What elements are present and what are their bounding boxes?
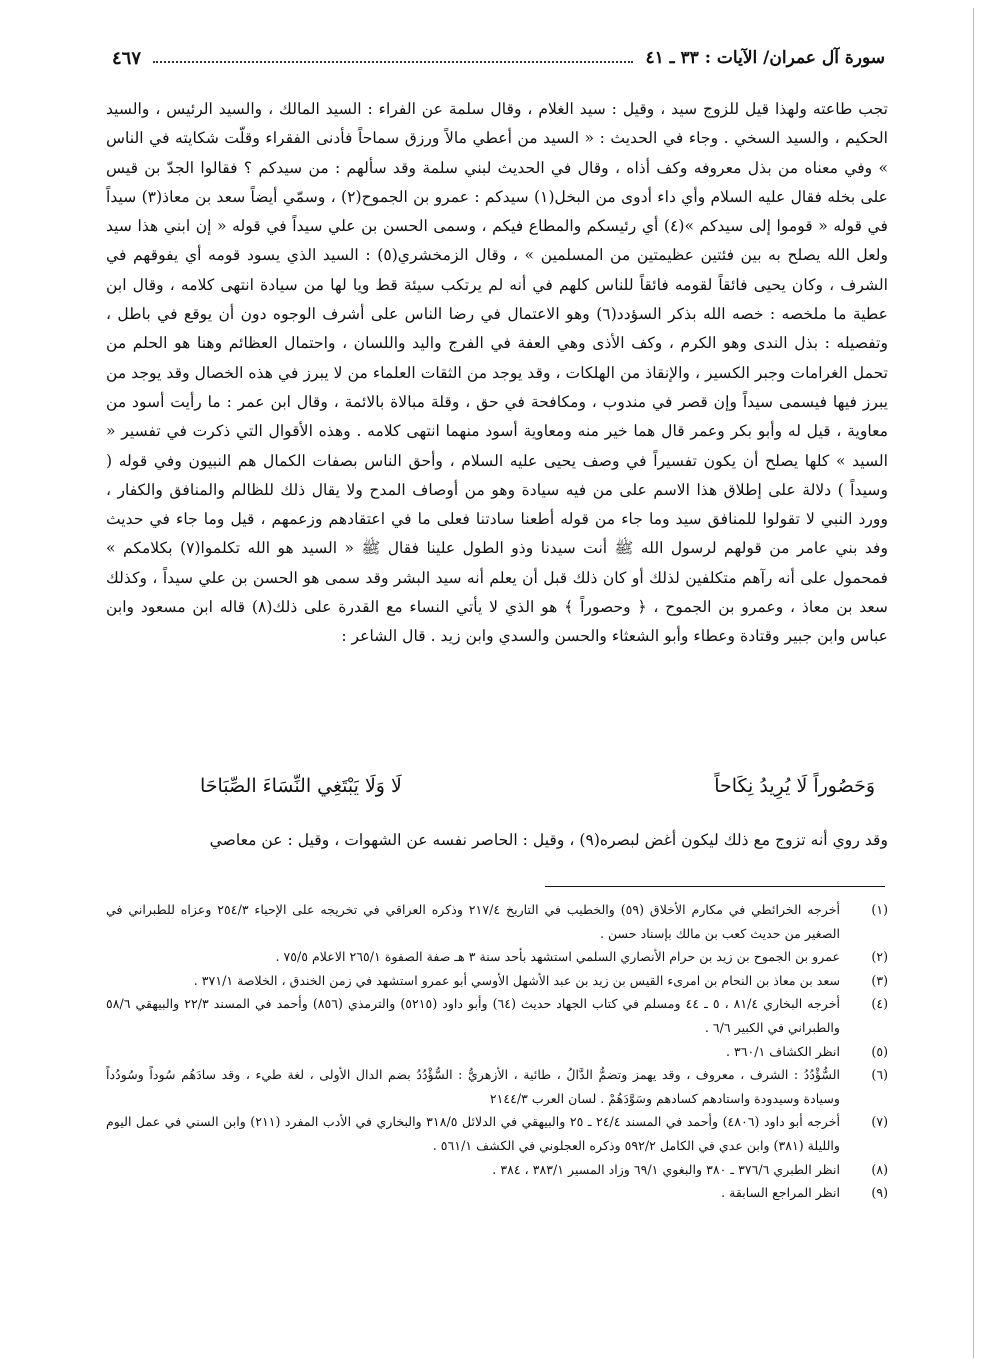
footnote-number: (٥) bbox=[871, 1043, 888, 1059]
footnote-item bbox=[106, 969, 888, 993]
footnote-text: أخرجه البخاري ٨١/٤ ، ٥ ـ ٤٤ ومسلم في كتاب الجهاد حديث (٦٤) وأبو داود (٥٢١٥) والترمذي (٨٥٦) وأحمد في المسند ٢٢/٣ والبيهقي ٥٨/٦ والطبراني في الكبير ٦/٦ . bbox=[106, 996, 840, 1035]
footnote-number: (٢) bbox=[871, 949, 888, 965]
footnote-text: انظر الطبري ٣٧٦/٦ ـ ٣٨٠ والبغوي ٦٩/١ وزاد المسير ٣٨٣/١ ، ٣٨٤ . bbox=[492, 1161, 840, 1177]
running-header bbox=[112, 38, 885, 78]
footnote-item bbox=[106, 1063, 888, 1110]
footnote-text: انظر المراجع السابقة . bbox=[721, 1185, 840, 1201]
verse-second-hemistich: لَا وَلَا يَبْتَغِي النِّسَاءَ الصِّبَاحَا bbox=[200, 775, 402, 797]
footnote-item bbox=[106, 1110, 888, 1157]
poetry-verse bbox=[200, 775, 875, 797]
footnote-number: (٣) bbox=[871, 972, 888, 988]
footnote-number: (٤) bbox=[871, 996, 888, 1012]
footnote-separator bbox=[545, 886, 885, 887]
footnotes bbox=[106, 898, 888, 1205]
footnote-item bbox=[106, 1040, 888, 1064]
footnote-item bbox=[106, 1158, 888, 1182]
commentary-paragraph: تجب طاعته ولهذا قيل للزوج سيد ، وقيل : سيد الغلام ، وقال سلمة عن الفراء : السيد المالك ، والسيد الرئيس ، والسيد الحكيم ، والسيد السخي . وجاء في الحديث : « السيد من أعطي مالاً ورزق سماحاً فأدنى الفقراء وقلّت شكايته في الناس » وفي معناه من بذل معروفه وكف أذاه ، وقال في الحديث لبني سلمة وقد سألهم : من سيدكم ؟ فقالوا الجدّ بن قيس على بخله فقال عليه السلام وأي داء أدوى من البخل(١) سيدكم : عمرو بن الجموح(٢) ، وسمّي أيضاً سعد بن معاذ(٣) سيداً في قوله « قوموا إلى سيدكم »(٤) أي رئيسكم والمطاع فيكم ، وسمى الحسن بن علي سيداً في قوله « إن ابني هذا سيد ولعل الله يصلح به بين فئتين عظيمتين من المسلمين » ، وقال الزمخشري(٥) : السيد الذي يسود قومه أي يفوقهم في الشرف ، وكان يحيى فائقاً لقومه فائقاً للناس كلهم في أنه لم يرتكب سيئة قط ويا لها من سيادة انتهى كلامه ، وقال ابن عطية ما ملخصه : خصه الله بذكر السؤدد(٦) وهو الاعتمال في رضا الناس على أشرف الوجوه دون أن يوقع في باطل ، وتفصيله : بذل الندى وهو الكرم ، وكف الأذى وهي العفة في الفرج واليد واللسان ، واحتمال العظائم وهنا هو الحلم من تحمل الغرامات وجبر الكسير ، والإنقاذ من الهلكات ، وقد يوجد من الثقات العلماء من لا يبرز في هذه الخصال وقد يوجد من يبرز فيها فيسمى سيداً وإن قصر في مندوب ، ومكافحة في حق ، وقلة مبالاة بالائمة ، وقال ابن عمر : ما رأيت أسود من معاوية ، قيل له وأبو بكر وعمر قال هما خير منه ومعاوية أسود منهما انتهى كلامه . وهذه الأقوال التي ذكرت في تفسير « السيد » كلها يصلح أن يكون تفسيراً في وصف يحيى عليه السلام ، وأحق الناس بصفات الكمال هم النبيون وفي قوله ( وسيداً ) دلالة على إطلاق هذا الاسم على من فيه سيادة وهو من أوصاف المدح ولا يقال ذلك للظالم والمنافق والكفار ، وورد النبي لا تقولوا للمنافق سيد وما جاء من قوله أطعنا سادتنا فعلى ما في اعتقادهم وزعمهم ، قيل وما جاء في حديث وفد بني عامر من قولهم لرسول الله ﷺ أنت سيدنا وذو الطول علينا فقال ﷺ « السيد هو الله تكلموا(٧) بكلامكم » فمحمول على أنه رآهم متكلفين لذلك أو كان ذلك قبل أن يعلم أنه سيد البشر وقد سمى هو الحسن بن علي سيداً ، وكذلك سعد بن معاذ ، وعمرو بن الجموح ، ﴿ وحصوراً ﴾ هو الذي لا يأتي النساء مع القدرة على ذلك(٨) قاله ابن مسعود وابن عباس وابن جبير وقتادة وعطاء وأبو الشعثاء والحسن والسدي وابن زيد . قال الشاعر : bbox=[106, 100, 888, 646]
main-text bbox=[106, 95, 888, 652]
footnote-text: سعد بن معاذ بن النحام بن امرىء القيس بن زيد بن عبد الأشهل الأوسي أبو عمرو استشهد في زمن الخندق ، الخلاصة ٣٧١/١ . bbox=[193, 972, 840, 988]
footnote-text: السُّؤْدُدُ : الشرف ، معروف ، وقد يهمز وتضمُّ الدَّالُ ، طائية ، الأزهريُّ : السُّؤْدُدُ بضم الدال الأولى ، لغة طيء ، وقد سادَهُم سُوداً وسُودُداً وسيادة وسيدودة واستادهم كسادهم وسَوَّدَهُمْ . لسان العرب ٢١٤٤/٣ bbox=[106, 1067, 840, 1106]
footnote-item bbox=[106, 1181, 888, 1205]
header-dotted-leader bbox=[153, 61, 633, 63]
footnote-item bbox=[106, 945, 888, 969]
footnote-item bbox=[106, 992, 888, 1039]
closing-line bbox=[106, 826, 888, 855]
footnote-number: (٨) bbox=[871, 1161, 888, 1177]
footnote-text: عمرو بن الجموح بن زيد بن حرام الأنصاري السلمي استشهد بأحد سنة ٣ هـ صفة الصفوة ٢٦٥/١ الاعلام ٧٥/٥ . bbox=[275, 949, 840, 965]
footnote-number: (٦) bbox=[871, 1067, 888, 1083]
verse-first-hemistich: وَحَصُوراً لَا يُرِيدُ نِكَاحاً bbox=[714, 775, 875, 797]
footnote-number: (٧) bbox=[871, 1114, 888, 1130]
surah-title: سورة آل عمران/ الآيات : ٣٣ ـ ٤١ bbox=[645, 48, 885, 68]
closing-paragraph: وقد روي أنه تزوج مع ذلك ليكون أغض لبصره(٩) ، وقيل : الحاصر نفسه عن الشهوات ، وقيل : عن معاصي bbox=[209, 831, 888, 849]
footnote-number: (١) bbox=[871, 902, 888, 917]
footnote-text: انظر الكشاف ٣٦٠/١ . bbox=[725, 1043, 840, 1059]
footnote-text: أخرجه الخرائطي في مكارم الأخلاق (٥٩) والخطيب في التاريخ ٢١٧/٤ وذكره العراقي في تخريجه على الإحياء ٢٥٤/٣ وعزاه للطبراني في الصغير من حديث كعب بن مالك بإسناد حسن . bbox=[106, 902, 840, 941]
footnote-text: أخرجه أبو داود (٤٨٠٦) وأحمد في المسند ٢٤/٤ ـ ٢٥ والبيهقي في الدلائل ٣١٨/٥ والبخاري في الأدب المفرد (٢١١) وابن السني في عمل اليوم والليلة (٣٨١) وابن عدي في الكامل ٥٩٢/٢ وذكره العجلوني في الكشف ٥٦١/١ . bbox=[106, 1114, 840, 1153]
footnote-number: (٩) bbox=[871, 1185, 888, 1201]
footnote-item bbox=[106, 898, 888, 945]
scan-edge-line bbox=[973, 8, 974, 1358]
page-number: ٤٦٧ bbox=[112, 47, 142, 69]
